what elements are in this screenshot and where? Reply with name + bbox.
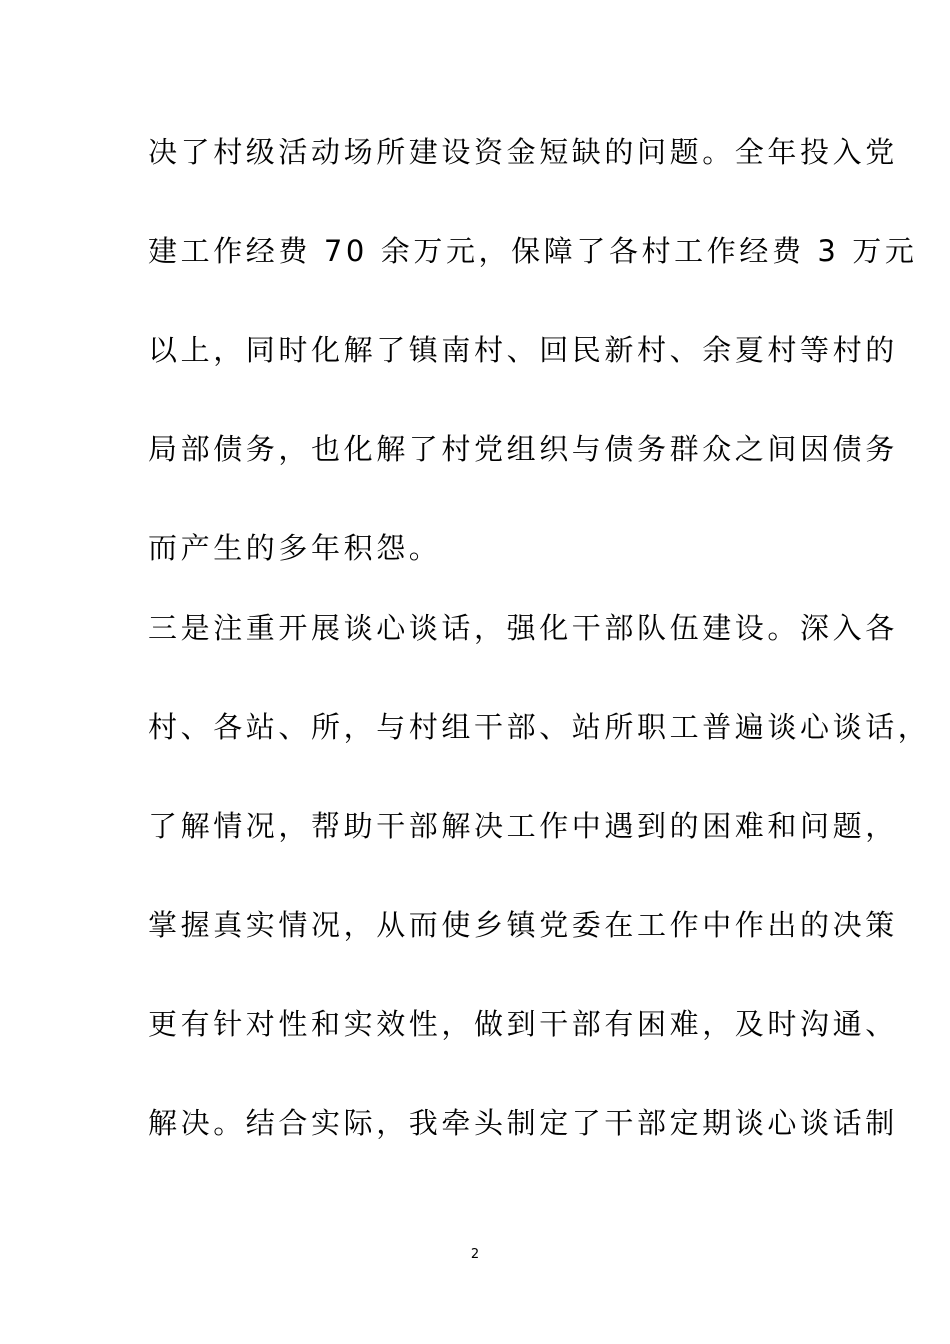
page-number: 2 [470, 1247, 480, 1262]
text-line-10: 更有针对性和实效性，做到干部有困难，及时沟通、 [148, 1007, 898, 1041]
text-line-2: 建工作经费 70 余万元，保障了各村工作经费 3 万元 [148, 234, 918, 268]
text-line-4: 局部债务，也化解了村党组织与债务群众之间因债务 [148, 432, 898, 466]
text-line-5: 而产生的多年积怨。 [148, 531, 442, 565]
text-line-3: 以上，同时化解了镇南村、回民新村、余夏村等村的 [148, 333, 898, 367]
text-line-1: 决了村级活动场所建设资金短缺的问题。全年投入党 [148, 135, 898, 169]
text-line-11: 解决。结合实际，我牵头制定了干部定期谈心谈话制 [148, 1106, 898, 1140]
text-line-8: 了解情况，帮助干部解决工作中遇到的困难和问题， [148, 809, 898, 843]
text-line-7: 村、各站、所，与村组干部、站所职工普遍谈心谈话， [148, 710, 931, 744]
text-line-9: 掌握真实情况，从而使乡镇党委在工作中作出的决策 [148, 908, 898, 942]
text-line-6: 三是注重开展谈心谈话，强化干部队伍建设。深入各 [148, 611, 898, 645]
